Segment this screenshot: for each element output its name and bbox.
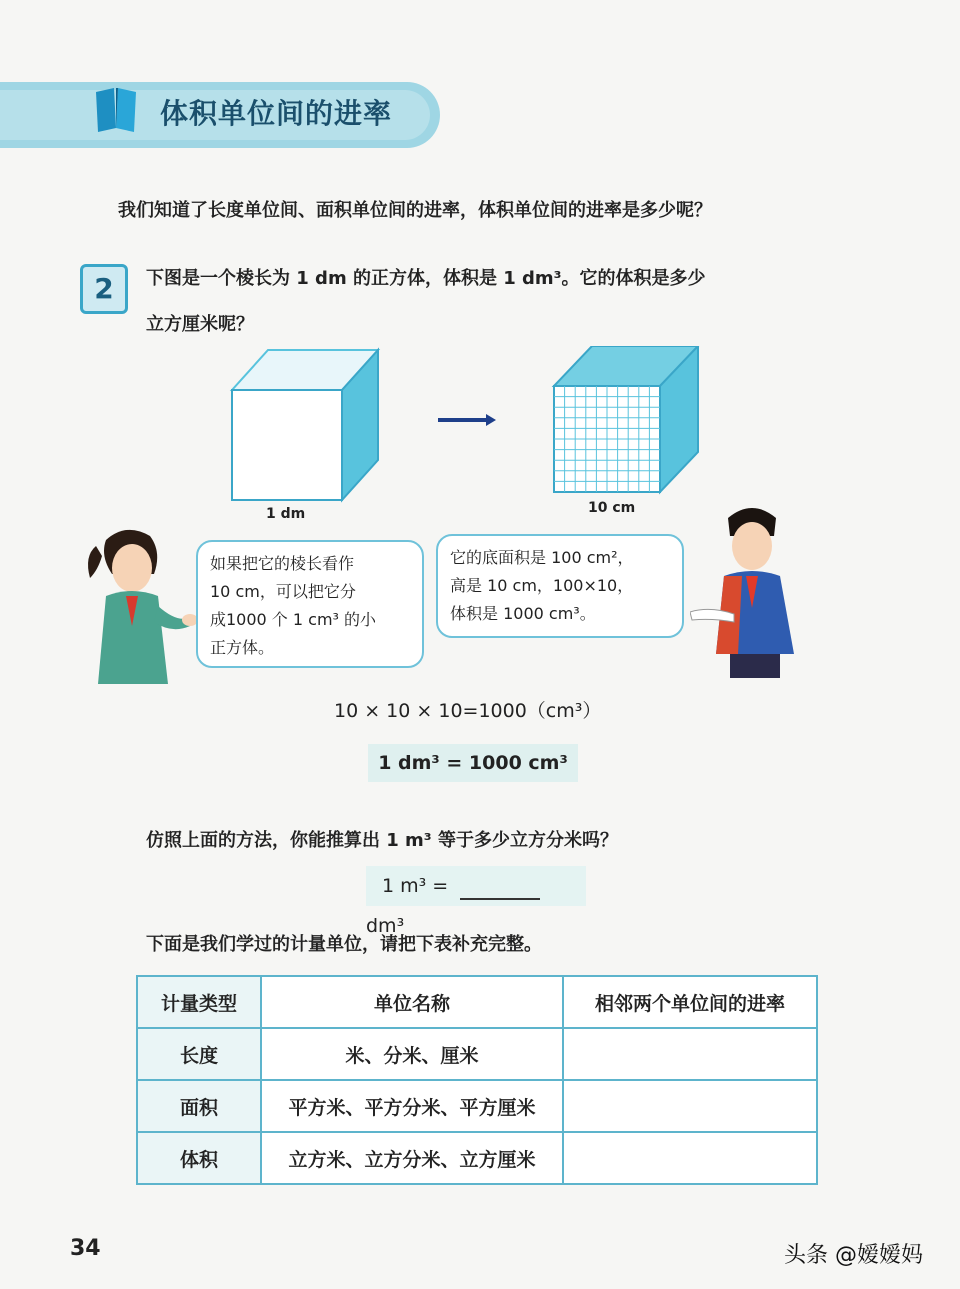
table-cell-rate[interactable]: [563, 1028, 817, 1080]
table-row: [137, 1028, 817, 1080]
grid-cube: [554, 346, 698, 492]
table-cell-type: 体积: [137, 1132, 261, 1184]
book-icon: [94, 84, 140, 134]
example-number-badge: 2: [80, 264, 128, 314]
girl-speech-line: 成1000 个 1 cm³ 的小: [210, 610, 377, 629]
fill-in-equation: [366, 866, 586, 937]
fill-right: dm³: [366, 915, 405, 937]
girl-speech-line: 如果把它的棱长看作: [210, 554, 355, 573]
boy-speech-line: 它的底面积是 100 cm²，: [450, 548, 634, 567]
girl-illustration: [76, 526, 196, 684]
page-title: 体积单位间的进率: [160, 97, 393, 130]
calc-formula: 10 × 10 × 10=1000（cm³）: [334, 700, 602, 722]
table-cell-units: 米、分米、厘米: [261, 1028, 563, 1080]
girl-speech-bubble: [196, 540, 424, 668]
page-number: 34: [70, 1236, 101, 1261]
girl-speech-line: 10 cm，可以把它分: [210, 582, 356, 601]
table-header-row: [137, 976, 817, 1028]
boy-speech-line: 体积是 1000 cm³。: [450, 604, 596, 623]
answer-blank[interactable]: [460, 874, 540, 900]
table-cell-units: 平方米、平方分米、平方厘米: [261, 1080, 563, 1132]
girl-speech-line: 正方体。: [210, 638, 275, 657]
units-table: [136, 975, 818, 1185]
boy-speech-bubble: [436, 534, 684, 638]
cube-edge-label-1dm: 1 dm: [266, 506, 306, 522]
boy-illustration: [690, 504, 814, 678]
example-question-line1: 下图是一个棱长为 1 dm 的正方体，体积是 1 dm³。它的体积是多少: [146, 268, 706, 289]
table-header-cell: 相邻两个单位间的进率: [563, 976, 817, 1028]
table-header-cell: 单位名称: [261, 976, 563, 1028]
example-question-line2: 立方厘米呢？: [146, 314, 254, 335]
boy-speech-line: 高是 10 cm，100×10，: [450, 576, 634, 595]
result-formula: 1 dm³ = 1000 cm³: [368, 744, 578, 782]
table-row: [137, 1080, 817, 1132]
question-3: 下面是我们学过的计量单位，请把下表补充完整。: [146, 934, 542, 955]
table-row: [137, 1132, 817, 1184]
plain-cube: [232, 350, 378, 500]
watermark: 头条 @嫒嫒妈: [784, 1243, 923, 1268]
table-cell-type: 长度: [137, 1028, 261, 1080]
cube-edge-label-10cm: 10 cm: [588, 500, 636, 516]
question-2: 仿照上面的方法，你能推算出 1 m³ 等于多少立方分米吗？: [146, 830, 618, 851]
intro-text: 我们知道了长度单位间、面积单位间的进率，体积单位间的进率是多少呢？: [118, 200, 712, 221]
table-header-cell: 计量类型: [137, 976, 261, 1028]
arrow-right-icon: [438, 414, 496, 426]
cube-figure: [220, 346, 720, 506]
table-cell-type: 面积: [137, 1080, 261, 1132]
table-cell-rate[interactable]: [563, 1080, 817, 1132]
fill-left: 1 m³ =: [382, 875, 449, 897]
table-cell-units: 立方米、立方分米、立方厘米: [261, 1132, 563, 1184]
table-cell-rate[interactable]: [563, 1132, 817, 1184]
